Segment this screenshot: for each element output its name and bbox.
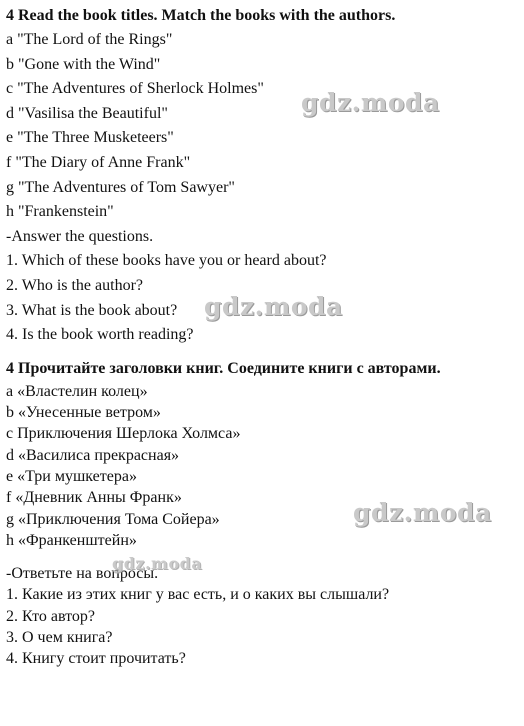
watermark: gdz.moda [353, 498, 492, 527]
question-item: 3. О чем книга? [6, 628, 113, 646]
book-item: e "The Three Musketeers" [6, 129, 174, 147]
book-item: f "The Diary of Anne Frank" [6, 153, 191, 171]
russian-questions-label: -Ответьте на вопросы. [6, 565, 159, 583]
question-item: 1. Which of these books have you or heard about? [6, 252, 327, 270]
russian-question-list [6, 584, 521, 669]
english-exercise-heading: 4 Read the book titles. Match the books with the authors. [6, 7, 396, 24]
english-questions-label: -Answer the questions. [6, 227, 154, 245]
book-item: h «Франкенштейн» [6, 531, 137, 549]
question-item: 4. Is the book worth reading? [6, 326, 194, 344]
english-book-list [6, 28, 521, 225]
watermark: gdz.moda [301, 88, 440, 117]
question-item: 1. Какие из этих книг у вас есть, и о каких вы слышали? [6, 586, 390, 604]
question-item: 4. Книгу стоит прочитать? [6, 650, 186, 668]
book-item: a "The Lord of the Rings" [6, 31, 173, 48]
book-item: d «Василиса прекрасная» [6, 446, 180, 464]
watermark: gdz.moda [112, 554, 203, 573]
book-item: b "Gone with the Wind" [6, 55, 161, 73]
book-item: g «Приключения Тома Сойера» [6, 510, 220, 528]
russian-exercise-heading: 4 Прочитайте заголовки книг. Соедините книги с авторами. [6, 359, 441, 377]
question-item: 3. What is the book about? [6, 301, 178, 319]
question-item: 2. Кто автор? [6, 607, 95, 625]
book-item: c Приключения Шерлока Холмса» [6, 425, 241, 443]
watermark: gdz.moda [204, 292, 343, 321]
book-item: d "Vasilisa the Beautiful" [6, 104, 168, 122]
book-item: e «Три мушкетера» [6, 467, 137, 485]
book-item: g "The Adventures of Tom Sawyer" [6, 178, 235, 196]
book-item: b «Унесенные ветром» [6, 404, 161, 422]
book-item: a «Властелин колец» [6, 382, 148, 400]
textbook-page [6, 4, 521, 670]
book-item: f «Дневник Анны Франк» [6, 489, 182, 507]
book-item: c "The Adventures of Sherlock Holmes" [6, 80, 264, 98]
book-item: h "Frankenstein" [6, 203, 114, 221]
question-item: 2. Who is the author? [6, 276, 144, 294]
